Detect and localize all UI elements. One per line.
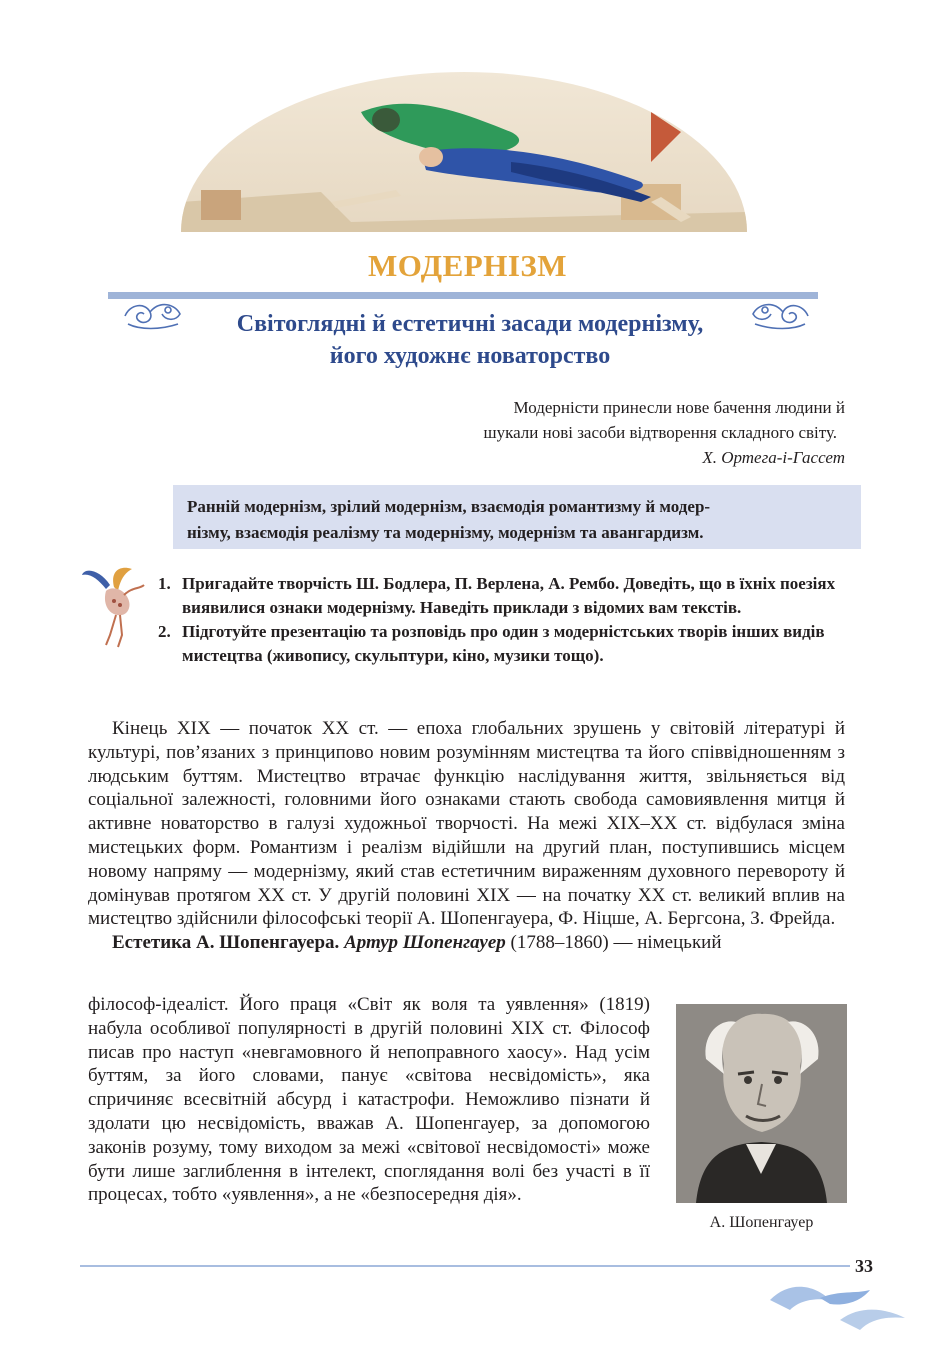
paragraph-text: (1788–1860) — німецький [510,932,722,954]
epigraph-line: Модерністи принесли нове бачення людини й [513,398,845,417]
question-number: 2. [158,622,171,641]
person-name: Артур Шопенгауер [344,932,506,954]
section-title [150,308,790,372]
paragraph: Кінець XIX — початок XX ст. — епоха глобальних зрушень у світовій літературі й культурі, пов’язаних з принципово новим розумінням мистецтва та його співвідношенням з людським буттям. Мистецтво втрачає функцію наслідування життя, звільняється від соціальної залежності, головними його ознаками стають свобода самовиявлення митця й активне новаторство в галузі художньої творчості. На межі XIX–XX ст. відбулася зміна мистецьких форм. Романтизм і реалізм відійшли на другий план, поступившись місцем новому напряму — модернізму, який став естетичним вираженням духовного перевороту й домінував протягом XX ст. У другій половині XIX — на початку XX ст. великий вплив на мистецтво здійснили філософські теорії А. Шопенгауера, Ф. Ніцше, А. Бергсона, З. Фрейда. [88,718,845,930]
epigraph [484,395,846,470]
paragraph-heading: Естетика А. Шопенгауера. [112,932,340,954]
paragraph-text: філософ-ідеаліст. Його праця «Світ як воля та уявлення» (1819) набула особливої популярності в другій половині XIX ст. Філософ писав про наступ «невгамовного й непоправного хаосу». Над усім буттям, за його словами, панує «світова несвідомість», яка спричиняє всесвітній абсурд і катастрофи. Неможливо пізнати й здолати цю несвідомість, вважав А. Шопенгауер, за допомогою законів розуму, тому виходом за межі «світової несвідомості» може бути лише заглиблення в інтелект, споглядання волі без участі в її процесах, тобто «уявлення», а не «безпосередня дія». [88,994,650,1206]
section-title-line: Світоглядні й естетичні засади модернізму, [236,311,704,337]
schopenhauer-portrait [676,1004,847,1203]
keywords-line: нізму, взаємодія реалізму та модернізму, модернізм та авангардизм. [187,523,704,542]
chapter-title: МОДЕРНІЗМ [367,248,568,283]
wrapped-text [88,993,650,1207]
section-title-line: його художнє новаторство [329,343,611,369]
header-painting [181,72,747,232]
question-text: Пригадайте творчість Ш. Бодлера, П. Верлена, А. Рембо. Доведіть, що в їхніх поезіях виявилися ознаки модернізму. Наведіть приклади з відомих вам текстів. [182,574,836,617]
paragraph [88,931,845,955]
photo-caption: А. Шопенгауер [709,1214,814,1231]
keywords-text [173,485,837,546]
bird-icon [80,565,150,655]
main-text [88,717,845,955]
epigraph-line: шукали нові засоби відтворення складного світу. [483,423,837,442]
question-text: Підготуйте презентацію та розповідь про один з модерністських творів інших видів мистецтва (живопису, скульптури, кіно, музики тощо). [182,622,825,665]
page-number: 33 [855,1256,873,1276]
question-item [158,572,848,620]
question-number: 1. [158,574,171,593]
keywords-box [173,485,861,549]
footer-rule [80,1265,850,1267]
keywords-line: Ранній модернізм, зрілий модернізм, взаємодія романтизму й модер- [187,497,711,516]
flying-birds-icon [760,1270,910,1345]
epigraph-author: Х. Ортега-і-Гассет [702,448,845,467]
question-item [158,620,848,668]
title-rule [108,292,818,299]
question-list [158,572,848,668]
